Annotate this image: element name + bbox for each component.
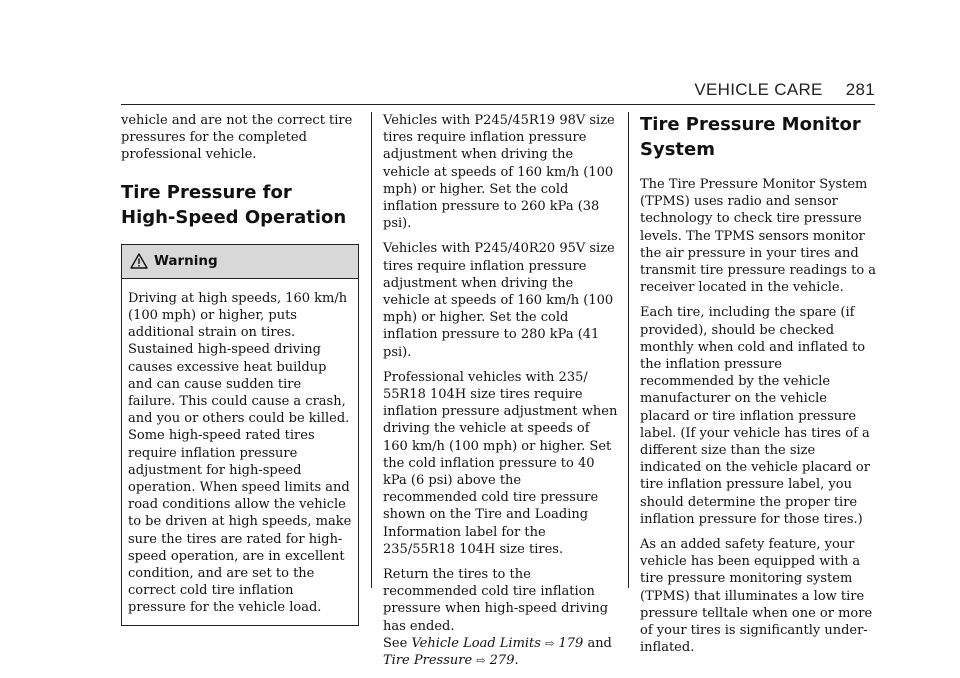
section-heading-high-speed: Tire Pressure for High-Speed Operation [121, 181, 347, 228]
page-ref-arrow-icon: ⇨ [545, 636, 555, 650]
paragraph: Return the tires to the recommended cold tire inflation pressure when high-speed driving has ended. See Vehicle Load Limits ⇨ 179 and Tire Pressure ⇨ 279. [383, 567, 612, 669]
column-divider [371, 112, 372, 588]
xref-page[interactable]: 179 [558, 635, 584, 651]
column-1 [121, 112, 359, 626]
warning-box [121, 244, 359, 626]
column-divider [628, 112, 629, 588]
warning-text: Driving at high speeds, 160 km/h (100 mph) or higher, puts additional strain on tires. Sustained high-speed driving causes excessive heat buildup and can cause sudden tire failure. This could cause a crash, and you or others could be killed. Some high-speed rated tires require inflation pressure adjustment for high-speed operation. When speed limits and road conditions allow the vehicle to be driven at high speeds, make sure the tires are rated for high-speed operation, are in excellent condition, and are set to the correct cold tire inflation pressure for the vehicle load. [128, 290, 352, 616]
paragraph: Vehicles with P245/45R19 98V size tires require inflation pressure adjustment when driving the vehicle at speeds of 160 km/h (100 mph) or higher. Set the cold inflation pressure to 260 kPa (38 psi). [383, 113, 615, 232]
paragraph: Professional vehicles with 235/ 55R18 104H size tires require inflation pressure adjustment when driving the vehicle at speeds of 160 km/h (100 mph) or higher. Set the cold inflation pressure to 40 kPa (6 psi) above the recommended cold tire pressure shown on the Tire and Loading Information label for the 235/55R18 104H size tires. [383, 369, 618, 557]
paragraph: Each tire, including the spare (if provided), should be checked monthly when cold and inflated to the inflation pressure recommended by the vehicle manufacturer on the vehicle placard or tire inflation pressure label. (If your vehicle has tires of a different size than the size indicated on the vehicle placard or tire inflation pressure label, you should determine the proper tire inflation pressure for those tires.) [640, 305, 870, 527]
warning-triangle-icon [130, 253, 148, 269]
page-number: 281 [845, 80, 875, 99]
page-header [694, 80, 875, 100]
paragraph: Vehicles with P245/40R20 95V size tires require inflation pressure adjustment when driving the vehicle at speeds of 160 km/h (100 mph) or higher. Set the cold inflation pressure to 280 kPa (41 psi). [383, 241, 615, 360]
xref-page[interactable]: 279 [489, 653, 515, 669]
column-2 [383, 112, 618, 677]
warning-body [122, 279, 358, 625]
warning-header [122, 245, 358, 279]
xref-tire-pressure[interactable]: Tire Pressure [383, 653, 473, 669]
section-title: VEHICLE CARE [694, 80, 823, 99]
section-heading-tpms: Tire Pressure Monitor System [640, 114, 861, 160]
paragraph: The Tire Pressure Monitor System (TPMS) uses radio and sensor technology to check tire pressure levels. The TPMS sensors monitor the air pressure in your tires and transmit tire pressure readings to a receiver located in the vehicle. [640, 177, 877, 296]
xref-vehicle-load-limits[interactable]: Vehicle Load Limits [411, 635, 541, 651]
column-3 [640, 112, 880, 664]
warning-title: Warning [154, 252, 218, 269]
header-rule [121, 104, 875, 105]
page-ref-arrow-icon: ⇨ [476, 654, 486, 668]
intro-paragraph: vehicle and are not the correct tire pressures for the completed professional vehicle. [121, 113, 353, 163]
paragraph: As an added safety feature, your vehicle has been equipped with a tire pressure monitoring system (TPMS) that illuminates a low tire pressure telltale when one or more of your tires is significantly under-inflated. [640, 537, 873, 656]
